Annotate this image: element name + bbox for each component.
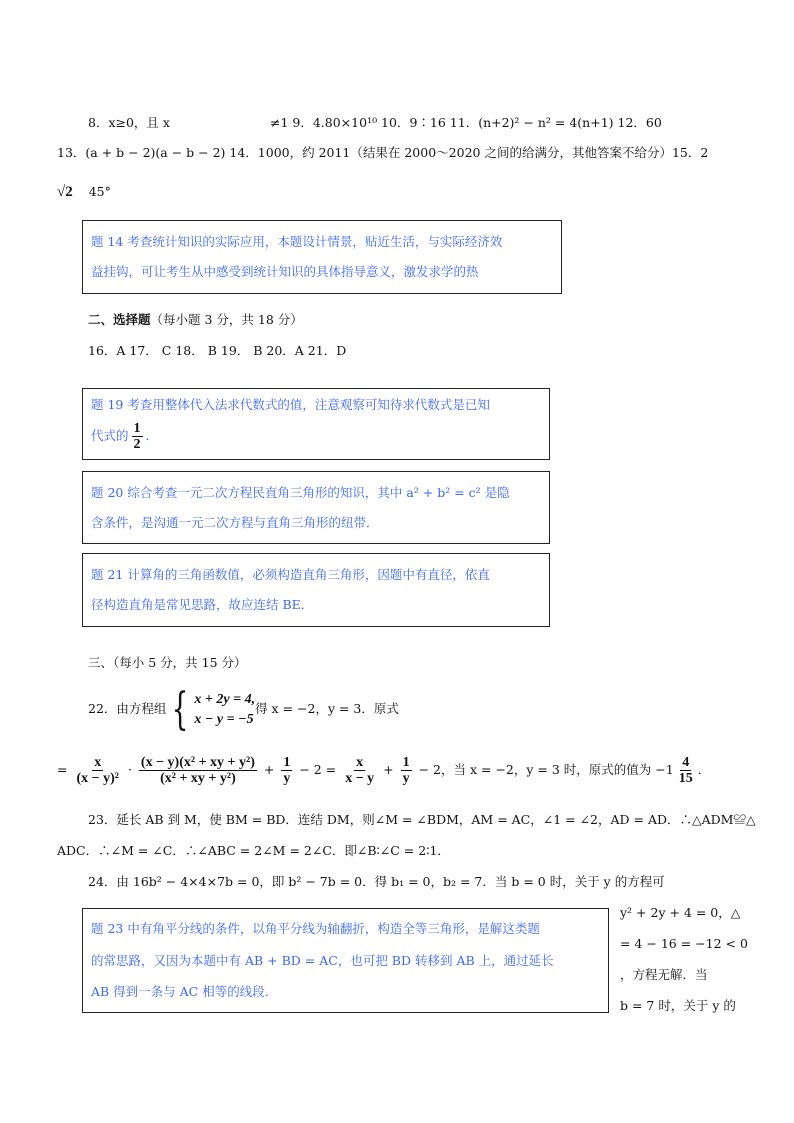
section3-title: 三、（每小 5 分，共 15 分）: [88, 655, 247, 670]
minus-two: − 2 =: [299, 762, 337, 777]
denominator: (x² + xy + y²): [160, 771, 236, 786]
fraction: [139, 755, 257, 786]
denominator: y: [283, 771, 291, 786]
note-q20-line2: 含条件，是沟通一元二次方程与直角三角形的纽带．: [91, 515, 379, 530]
q22-formula: [57, 752, 710, 788]
equation-1: x + 2y = 4,: [194, 691, 256, 707]
note-q14: [82, 220, 562, 294]
period: ．: [697, 762, 711, 777]
q23-line1: 23．延长 AB 到 M，使 BM = BD．连结 DM，则∠M = ∠BDM，AM = AC，∠1 = ∠2，AD = AD．∴△ADM≌△: [88, 812, 756, 827]
note-q14-line2: 益挂钩，可让考生从中感受到统计知识的具体指导意义，激发求学的热: [91, 264, 479, 279]
note-q19-text: 代式的: [91, 428, 129, 443]
numerator: 1: [402, 755, 410, 770]
q22-suffix: 得 x = −2，y = 3．原式: [255, 701, 399, 716]
numerator: 4: [682, 755, 690, 770]
q24-side1: y² + 2y + 4 = 0，△: [620, 905, 741, 920]
fraction-half: [132, 421, 143, 452]
answer-q15-cont: [57, 184, 111, 200]
angle-value: 45°: [88, 184, 111, 199]
denominator: x − y: [345, 771, 375, 786]
note-q19: [82, 388, 550, 460]
q24-line1: 24．由 16b² − 4×4×7b = 0，即 b² − 7b = 0．得 b₁ = 0，b₂ = 7．当 b = 0 时，关于 y 的方程可: [88, 874, 665, 889]
sqrt-two: √2: [57, 184, 73, 200]
fraction: [343, 755, 376, 786]
note-q21: [82, 553, 550, 627]
note-q20: [82, 471, 550, 544]
q22-prefix: 22．由方程组: [88, 701, 167, 716]
note-q23-line1: 题 23 中有角平分线的条件，以角平分线为轴翻折，构造全等三角形，是解这类题: [91, 921, 540, 936]
note-q19-line2: [91, 419, 158, 453]
equation-2: x − y = −5: [194, 711, 254, 727]
note-q23: [82, 908, 609, 1013]
result-fraction: [677, 755, 695, 786]
note-q14-line1: 题 14 考查统计知识的实际应用，本题设计情景，贴近生活，与实际经济效: [91, 234, 503, 249]
denominator: y: [402, 771, 410, 786]
answer-q13-15: 13．(a + b − 2)(a − b − 2) 14．1000，约 2011（结果在 2000～2020 之间的给满分，其他答案不给分）15．2: [57, 145, 709, 160]
dot: ·: [127, 762, 132, 777]
equation-system: [194, 690, 255, 730]
denominator: 2: [133, 437, 141, 452]
numerator: (x − y)(x² + xy + y²): [140, 755, 255, 770]
fraction: [401, 755, 412, 786]
numerator: x: [356, 755, 364, 770]
q24-side4: b = 7 时，关于 y 的: [620, 998, 736, 1013]
q22-tail: − 2，当 x = −2，y = 3 时，原式的值为 −1: [418, 762, 674, 777]
q24-side3: ，方程无解．当: [620, 967, 708, 982]
section2-subtitle: （每小题 3 分，共 18 分）: [150, 312, 303, 327]
section2-heading: [88, 312, 303, 328]
equals: =: [57, 762, 68, 777]
q24-side2: = 4 − 16 = −12 < 0: [620, 936, 748, 951]
plus: +: [263, 762, 275, 777]
note-q21-line2: 径构造直角是常见思路，故应连结 BE．: [91, 597, 314, 612]
denominator: (x − y)²: [76, 771, 119, 786]
choice-answers: 16．A 17． C 18． B 19． B 20．A 21．D: [88, 343, 347, 358]
q22-line1: [88, 683, 399, 735]
numerator: 1: [283, 755, 291, 770]
denominator: 15: [678, 771, 693, 786]
fraction: [74, 755, 121, 786]
note-q20-line1: 题 20 综合考查一元二次方程民直角三角形的知识，其中 a² + b² = c² 是隐: [91, 485, 510, 500]
period: ．: [145, 428, 159, 443]
answer-q8: 8．x≥0，且 x: [88, 115, 170, 130]
plus: +: [383, 762, 394, 777]
q23-line2: ADC．∴∠M = ∠C．∴∠ABC = 2∠M = 2∠C．即∠B∶∠C = 2∶1．: [57, 843, 450, 858]
note-q19-line1: 题 19 考查用整体代入法求代数式的值，注意观察可知待求代数式是已知: [91, 397, 490, 412]
note-q23-line2: 的常思路，又因为本题中有 AB + BD = AC，也可把 BD 转移到 AB 上，通过延长: [91, 953, 554, 968]
fraction: [281, 755, 292, 786]
note-q21-line1: 题 21 计算角的三角函数值，必须构造直角三角形，因题中有直径，依直: [91, 567, 490, 582]
answer-q8-12: ≠1 9．4.80×10¹⁰ 10．9∶16 11．(n+2)² − n² = 4(n+1) 12．60: [270, 115, 662, 130]
section2-title: 二、选择题: [88, 312, 151, 327]
numerator: 1: [133, 421, 141, 436]
note-q23-line3: AB 得到一条与 AC 相等的线段．: [91, 984, 278, 999]
numerator: x: [94, 755, 102, 770]
brace: {: [172, 683, 189, 735]
